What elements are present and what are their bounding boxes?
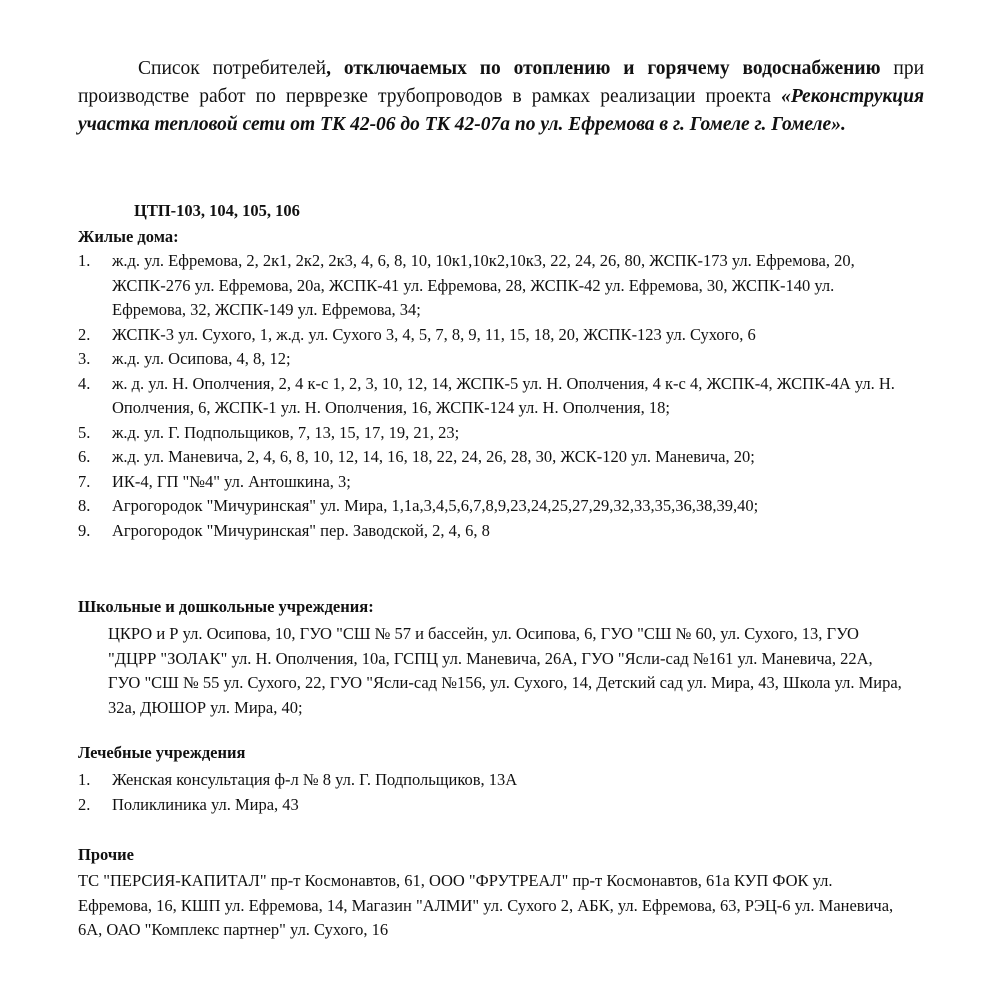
list-number: 2.: [78, 324, 91, 344]
medical-title: Лечебные учреждения: [78, 743, 246, 762]
medical-list: [78, 768, 908, 817]
list-text: ИК-4, ГП "№4" ул. Антошкина, 3;: [112, 471, 351, 491]
list-number: 8.: [78, 496, 91, 515]
list-number: 5.: [78, 422, 91, 442]
list-text: ж.д. ул. Маневича, 2, 4, 6, 8, 10, 12, 14, 16, 18, 22, 24, 26, 28, 30, ЖСК-120 ул. Маневича, 20;: [112, 447, 755, 466]
list-item: [78, 372, 908, 421]
list-text: Женская консультация ф-л № 8 ул. Г. Подпольщиков, 13А: [112, 770, 518, 789]
list-text: ж.д. ул. Осипова, 4, 8, 12;: [112, 349, 291, 368]
list-text: ж.д. ул. Ефремова, 2, 2к1, 2к2, 2к3, 4, 6, 8, 10, 10к1,10к2,10к3, 22, 24, 26, 80, ЖСПК-173 ул. Ефремова, 20, ЖСПК-276 ул. Ефремова, 20а, ЖСПК-41 ул. Ефремова, 28, ЖСПК-42 ул. Ефремова, 30, ЖСПК-140 ул. Ефремова, 32, ЖСПК-149 ул. Ефремова, 34;: [112, 251, 855, 319]
list-item: [78, 347, 908, 372]
list-item: [78, 421, 908, 446]
list-text: ЖСПК-3 ул. Сухого, 1, ж.д. ул. Сухого 3, 4, 5, 7, 8, 9, 11, 15, 18, 20, ЖСПК-123 ул. Сухого, 6: [112, 324, 756, 344]
list-text: ж. д. ул. Н. Ополчения, 2, 4 к-с 1, 2, 3, 10, 12, 14, ЖСПК-5 ул. Н. Ополчения, 4 к-с 4, ЖСПК-4, ЖСПК-4А ул. Н. Ополчения, 6, ЖСПК-1 ул. Н. Ополчения, 16, ЖСПК-124 ул. Н. Ополчения, 18;: [112, 373, 895, 417]
list-text: Поликлиника ул. Мира, 43: [112, 794, 299, 814]
project-title: «Реконструкция участка тепловой сети от ТК 42-06 до ТК 42-07а по ул. Ефремова в г. Гомеле г. Гомеле».: [78, 86, 924, 135]
list-number: 1.: [78, 770, 91, 789]
list-item: [78, 793, 908, 818]
list-item: [78, 470, 908, 495]
list-item: [78, 494, 908, 519]
list-item: [78, 323, 908, 348]
list-item: [78, 768, 908, 793]
residential-title: Жилые дома:: [78, 227, 179, 246]
schools-title: Школьные и дошкольные учреждения:: [78, 597, 374, 616]
residential-list: [78, 249, 908, 543]
intro-paragraph: [78, 55, 924, 139]
other-title: Прочие: [78, 845, 134, 864]
other-text: ТС "ПЕРСИЯ-КАПИТАЛ" пр-т Космонавтов, 61, ООО "ФРУТРЕАЛ" пр-т Космонавтов, 61а КУП ФОК ул. Ефремова, 16, КШП ул. Ефремова, 14, Магазин "АЛМИ" ул. Сухого 2, АБК, ул. Ефремова, 63, РЭЦ-6 ул. Маневича, 6А, ОАО "Комплекс партнер" ул. Сухого, 16: [78, 871, 894, 939]
list-number: 3.: [78, 349, 91, 368]
list-text: Агрогородок "Мичуринская" ул. Мира, 1,1а,3,4,5,6,7,8,9,23,24,25,27,29,32,33,35,36,38,39,40;: [112, 496, 759, 515]
list-item: [78, 445, 908, 470]
ctp-heading: ЦТП-103, 104, 105, 106: [134, 201, 300, 220]
list-number: 6.: [78, 447, 91, 466]
schools-text: ЦКРО и Р ул. Осипова, 10, ГУО "СШ № 57 и бассейн, ул. Осипова, 6, ГУО "СШ № 60, ул. Сухого, 13, ГУО "ДЦРР "ЗОЛАК" ул. Н. Ополчения, 10а, ГСПЦ ул. Маневича, 26А, ГУО "Ясли-сад №161 ул. Маневича, 22А, ГУО "СШ № 55 ул. Сухого, 22, ГУО "Ясли-сад №156, ул. Сухого, 14, Детский сад ул. Мира, 43, Школа ул. Мира, 32а, ДЮШОР ул. Мира, 40;: [108, 624, 902, 717]
list-text: Агрогородок "Мичуринская" пер. Заводской, 2, 4, 6, 8: [112, 520, 490, 540]
list-number: 7.: [78, 471, 91, 491]
list-number: 1.: [78, 251, 91, 270]
list-item: [78, 519, 908, 544]
intro-part-1: Список потребителей: [138, 58, 327, 79]
intro-part-2: , отключаемых по отоплению и горячему водоснабжению: [326, 58, 881, 79]
intro-part-3: при производстве работ по перврезке трубопроводов в рамках реализации проекта: [78, 58, 924, 107]
list-number: 2.: [78, 794, 91, 814]
list-item: [78, 249, 908, 323]
list-text: ж.д. ул. Г. Подпольщиков, 7, 13, 15, 17, 19, 21, 23;: [112, 422, 460, 442]
list-number: 4.: [78, 373, 91, 393]
list-number: 9.: [78, 520, 91, 540]
